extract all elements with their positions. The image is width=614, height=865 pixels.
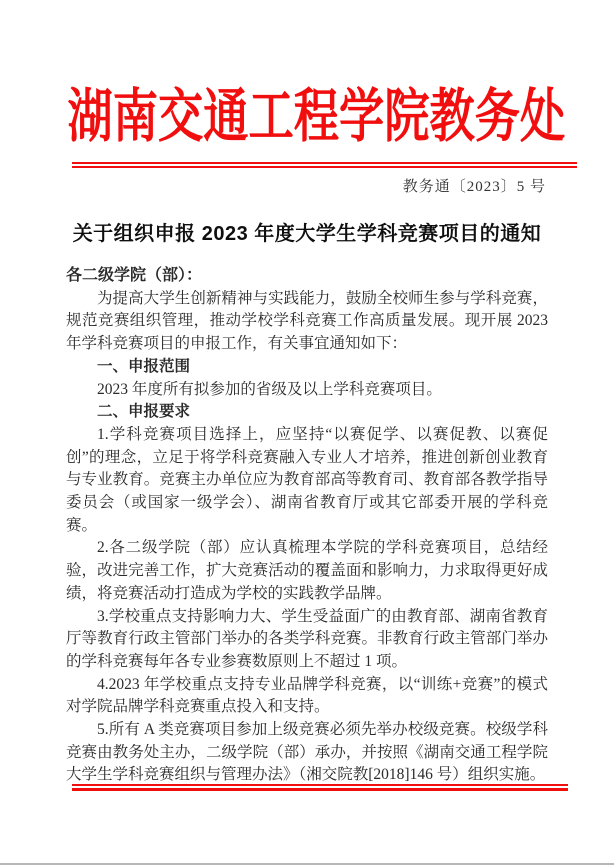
requirement-item-5: 5.所有 A 类竞赛项目参加上级竞赛必须先举办校级竞赛。校级学科竞赛由教务处主办，二级学院（部）承办，并按照《湖南交通工程学院大学生学科竞赛组织与管理办法》（湘交院教[2018]146 号）组织实施。 [66, 721, 548, 784]
letterhead-title: 湖南交通工程学院教务处 [67, 82, 566, 150]
requirement-item-4: 4.2023 年学校重点支持专业品牌学科竞赛，以“训练+竞赛”的模式对学院品牌学科竞赛重点投入和支持。 [66, 675, 548, 716]
requirement-item-2: 2.各二级学院（部）应认真梳理本学院的学科竞赛项目，总结经验，改进完善工作，扩大竞赛活动的覆盖面和影响力，力求取得更好成绩，将竞赛活动打造成为学校的实践教学品牌。 [66, 539, 548, 602]
requirement-item-1: 1.学科竞赛项目选择上，应坚持“以赛促学、以赛促教、以赛促创”的理念，立足于将学科竞赛融入专业人才培养，推进创新创业教育与专业教育。竞赛主办单位应为教育部高等教育司、教育部各教学指导委员会（或国家一级学会）、湖南省教育厅或其它部委开展的学科竞赛。 [66, 425, 548, 534]
notice-body [66, 265, 548, 787]
intro-paragraph: 为提高大学生创新精神与实践能力，鼓励全校师生参与学科竞赛，规范竞赛组织管理，推动学校学科竞赛工作高质量发展。现开展 2023 年学科竞赛项目的申报工作，有关事宜通知如下： [66, 289, 548, 353]
footer-separator-line [72, 784, 568, 791]
salutation: 各二级学院（部）： [66, 267, 203, 284]
section-1-text: 2023 年度所有拟参加的省级及以上学科竞赛项目。 [97, 380, 442, 398]
doc-number: 教务通〔2023〕5 号 [402, 179, 546, 195]
letterhead-separator-line [72, 162, 577, 168]
requirement-item-3: 3.学校重点支持影响力大、学生受益面广的由教育部、湖南省教育厅等教育行政主管部门举办的各类学科竞赛。非教育行政主管部门举办的学科竞赛每年各专业参赛数原则上不超过 1 项。 [66, 607, 548, 670]
section-1-heading: 一、申报范围 [97, 357, 191, 375]
section-2-heading: 二、申报要求 [97, 403, 191, 421]
notice-title: 关于组织申报 2023 年度大学生学科竞赛项目的通知 [72, 223, 542, 245]
